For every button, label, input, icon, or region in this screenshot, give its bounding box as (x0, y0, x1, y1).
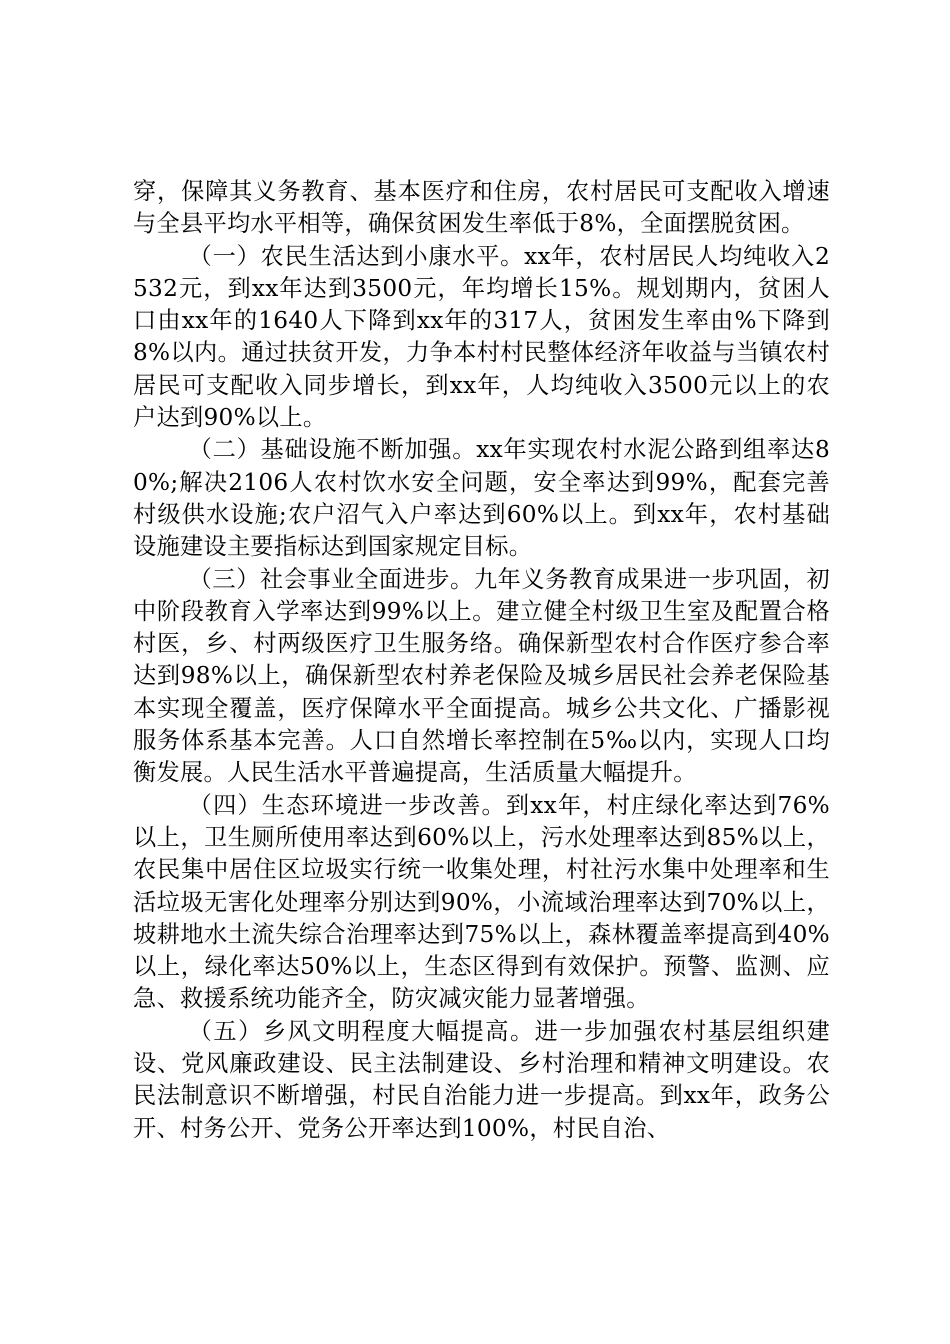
paragraph-continuation: 穿，保障其义务教育、基本医疗和住房，农村居民可支配收入增速与全县平均水平相等，确保贫困发生率低于8%，全面摆脱贫困。 (133, 178, 830, 238)
paragraph-infrastructure: （二）基础设施不断加强。xx年实现农村水泥公路到组率达80%;解决2106人农村饮水安全问题，安全率达到99%，配套完善村级供水设施;农户沼气入户率达到60%以上。到xx年，农村基础设施建设主要指标达到国家规定目标。 (133, 436, 830, 561)
paragraph-ecology: （四）生态环境进一步改善。到xx年，村庄绿化率达到76%以上，卫生厕所使用率达到60%以上，污水处理率达到85%以上，农民集中居住区垃圾实行统一收集处理，村社污水集中处理率和生活垃圾无害化处理率分别达到90%，小流域治理率达到70%以上，坡耕地水土流失综合治理率达到75%以上，森林覆盖率提高到40%以上，绿化率达50%以上，生态区得到有效保护。预警、监测、应急、救援系统功能齐全，防灾减灾能力显著增强。 (133, 791, 830, 1013)
paragraph-farmer-living: （一）农民生活达到小康水平。xx年，农村居民人均纯收入2532元，到xx年达到3500元，年均增长15%。规划期内，贫困人口由xx年的1640人下降到xx年的317人，贫困发生率由%下降到8%以内。通过扶贫开发，力争本村村民整体经济年收益与当镇农村居民可支配收入同步增长，到xx年，人均纯收入3500元以上的农户达到90%以上。 (133, 242, 830, 432)
paragraph-social-affairs: （三）社会事业全面进步。九年义务教育成果进一步巩固，初中阶段教育入学率达到99%以上。建立健全村级卫生室及配置合格村医，乡、村两级医疗卫生服务络。确保新型农村合作医疗参合率达到98%以上，确保新型农村养老保险及城乡居民社会养老保险基本实现全覆盖，医疗保障水平全面提高。城乡公共文化、广播影视服务体系基本完善。人口自然增长率控制在5‰以内，实现人口均衡发展。人民生活水平普遍提高，生活质量大幅提升。 (133, 565, 830, 787)
document-body (133, 176, 830, 1145)
paragraph-civilization: （五）乡风文明程度大幅提高。进一步加强农村基层组织建设、党风廉政建设、民主法制建设、乡村治理和精神文明建设。农民法制意识不断增强，村民自治能力进一步提高。到xx年，政务公开、村务公开、党务公开率达到100%，村民自治、 (133, 1017, 830, 1142)
